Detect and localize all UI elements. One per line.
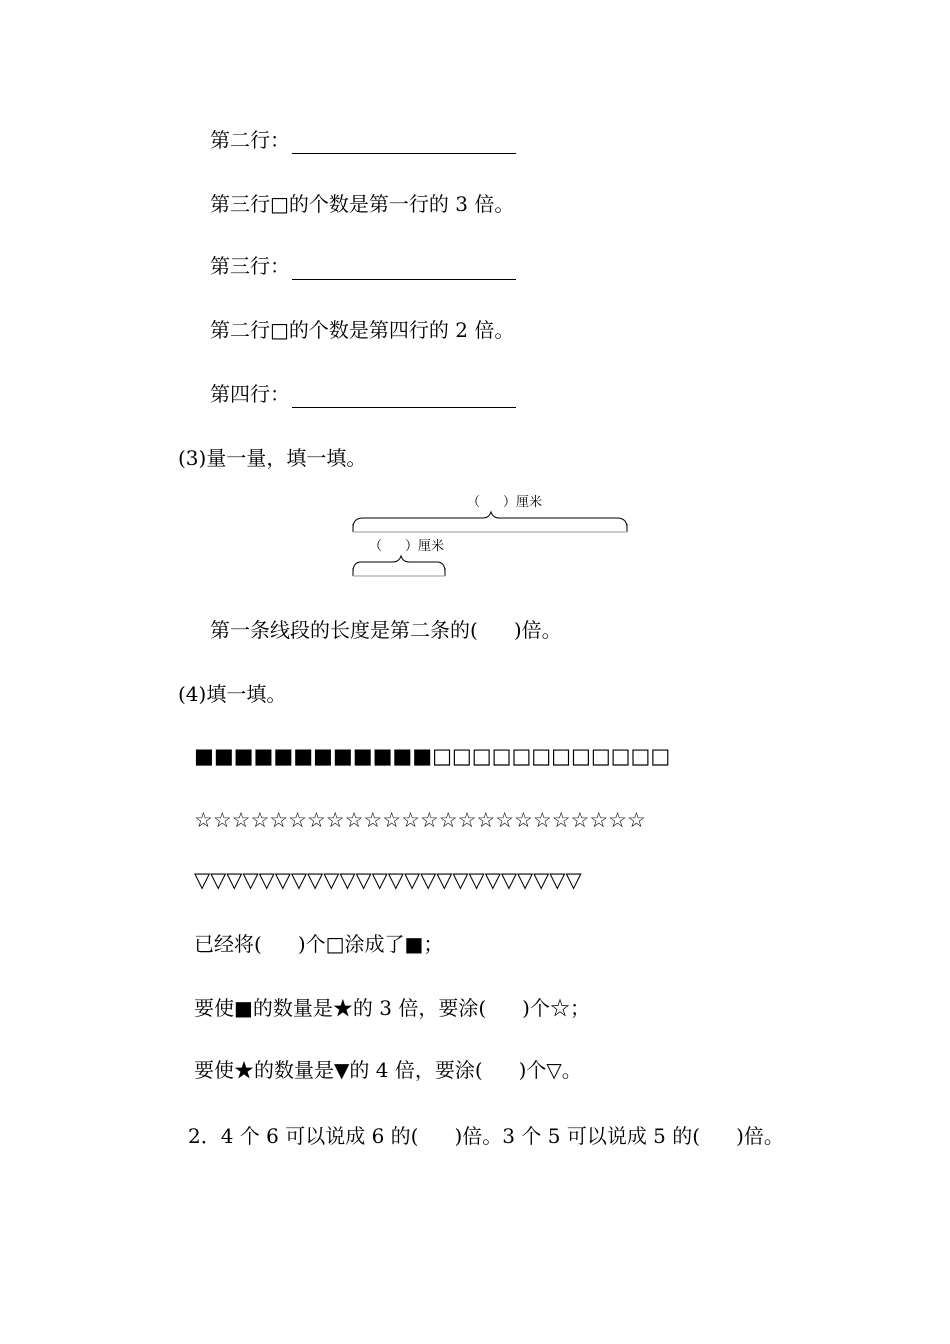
q1-before: 已经将( [194, 932, 262, 956]
row3-answer-line [210, 252, 516, 280]
segment2-label-close: ）厘米 [405, 539, 445, 554]
row3-label: 第三行： [210, 254, 290, 278]
question2-before: 2．4 个 6 可以说成 6 的( [188, 1124, 419, 1148]
segment2-brace [353, 556, 445, 572]
row2-blank[interactable] [292, 131, 516, 154]
question2-middle: )倍。3 个 5 可以说成 5 的( [454, 1124, 701, 1148]
q2-after: )个☆； [522, 996, 590, 1020]
row2-label: 第二行： [210, 128, 290, 152]
part4-question-1 [194, 930, 443, 958]
part3-heading: (3)量一量，填一填。 [178, 446, 367, 470]
triangles-row: ▽▽▽▽▽▽▽▽▽▽▽▽▽▽▽▽▽▽▽▽▽▽▽▽ [194, 868, 582, 892]
stars-row: ☆☆☆☆☆☆☆☆☆☆☆☆☆☆☆☆☆☆☆☆☆☆☆☆ [194, 808, 646, 832]
part4-heading: (4)填一填。 [178, 682, 287, 706]
part4-question-3 [194, 1056, 582, 1084]
row2-answer-line [210, 126, 516, 154]
part3-question-after: )倍。 [513, 618, 562, 642]
q3-before: 要使★的数量是▼的 4 倍，要涂( [194, 1058, 483, 1082]
row4-label: 第四行： [210, 382, 290, 406]
part4-question-2 [194, 994, 590, 1022]
q3-after: )个▽。 [518, 1058, 582, 1082]
segment-diagram [345, 490, 645, 580]
question2-after: )倍。 [736, 1124, 784, 1148]
segment1-label-open: （ [467, 495, 481, 510]
segment1-label-close: ）厘米 [503, 495, 543, 510]
row4-answer-line [210, 380, 516, 408]
segment2-label-open: （ [369, 539, 383, 554]
row3-blank[interactable] [292, 257, 516, 280]
q2-before: 要使■的数量是★的 3 倍，要涂( [194, 996, 487, 1020]
part3-question-before: 第一条线段的长度是第二条的( [210, 618, 478, 642]
row3-question: 第三行□的个数是第一行的 3 倍。 [210, 192, 515, 216]
row4-question: 第二行□的个数是第四行的 2 倍。 [210, 318, 515, 342]
row4-blank[interactable] [292, 385, 516, 408]
q1-after: )个□涂成了■； [297, 932, 444, 956]
question-2 [188, 1122, 784, 1150]
segment1-brace [353, 512, 627, 528]
squares-row: ■■■■■■■■■■■■□□□□□□□□□□□□ [194, 744, 671, 768]
part3-question [210, 616, 562, 644]
